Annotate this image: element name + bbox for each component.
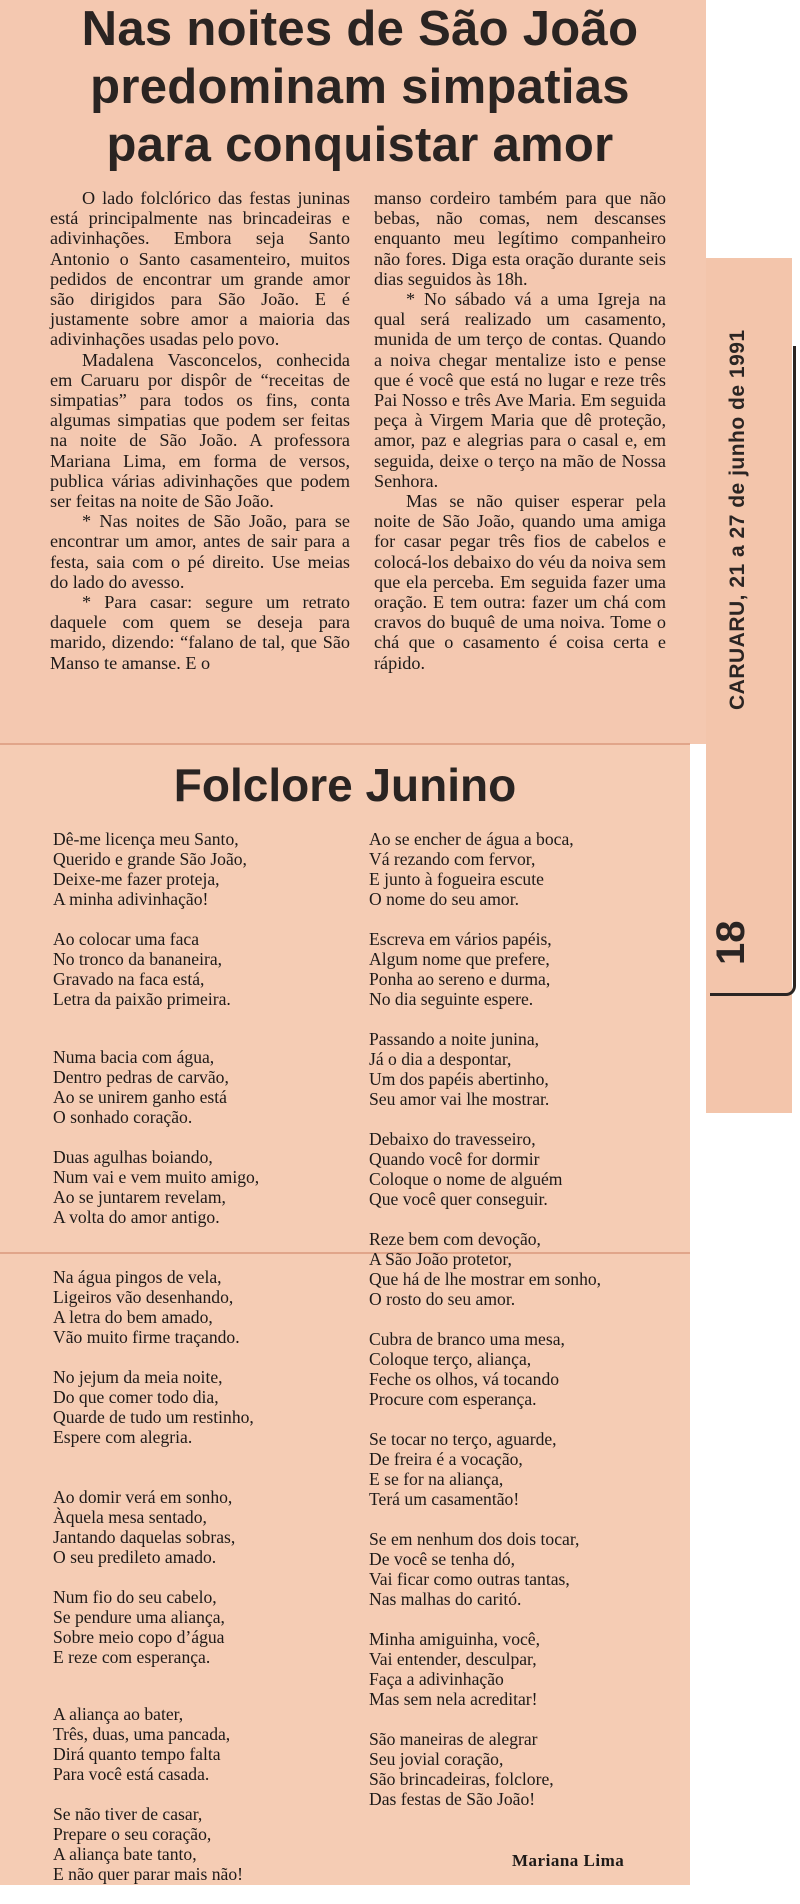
poem-line: Ao se unirem ganho está xyxy=(53,1087,227,1107)
poem-line: A aliança bate tanto, xyxy=(53,1844,197,1864)
poem-stanza xyxy=(369,929,601,1009)
poem-title: Folclore Junino xyxy=(173,759,517,811)
poem-line: Ao colocar uma faca xyxy=(53,929,200,949)
dateline-text: CARUARU, 21 a 27 de junho de 1991 xyxy=(726,329,749,710)
headline-line: predominam simpatias xyxy=(90,60,630,114)
poem-line: Nas malhas do caritó. xyxy=(369,1589,522,1609)
poem-line: Vai ficar como outras tantas, xyxy=(369,1569,570,1589)
poem-line: Quando você for dormir xyxy=(369,1149,540,1169)
poem-line: O rosto do seu amor. xyxy=(369,1289,516,1309)
poem-line: E reze com esperança. xyxy=(53,1647,211,1667)
poem-line: A aliança ao bater, xyxy=(53,1704,184,1724)
article-column-1 xyxy=(50,188,350,673)
poem-author: Mariana Lima xyxy=(512,1851,625,1870)
poem-line: Dê-me licença meu Santo, xyxy=(53,829,239,849)
article-paragraph: manso cordeiro também para que não bebas, não comas, nem descanses enquanto meu legítimo companheiro não fores. Diga esta oração durante seis dias seguidos às 18h. xyxy=(374,188,666,289)
poem-line: Reze bem com devoção, xyxy=(369,1229,541,1249)
poem-line: Se tocar no terço, aguarde, xyxy=(369,1429,557,1449)
poem-line: Espere com alegria. xyxy=(53,1427,193,1447)
poem-stanza xyxy=(53,1147,259,1227)
poem-line: Sobre meio copo d’água xyxy=(53,1627,225,1647)
poem-stanza xyxy=(369,1029,601,1109)
poem-stanza xyxy=(53,1804,259,1884)
poem-stanza xyxy=(369,1729,601,1809)
poem-stanza xyxy=(369,829,601,909)
poem-line: Ponha ao sereno e durma, xyxy=(369,969,551,989)
poem-stanza xyxy=(369,1529,601,1609)
poem-stanza xyxy=(53,829,259,909)
poem-line: O sonhado coração. xyxy=(53,1107,193,1127)
poem-line: E junto à fogueira escute xyxy=(369,869,544,889)
poem-line: Um dos papéis abertinho, xyxy=(369,1069,549,1089)
article-headline xyxy=(40,0,680,174)
poem-column-2 xyxy=(369,829,601,1829)
poem-stanza xyxy=(53,1487,259,1567)
poem-line: Que você quer conseguir. xyxy=(369,1189,548,1209)
poem-line: São maneiras de alegrar xyxy=(369,1729,538,1749)
poem-line: E não quer parar mais não! xyxy=(53,1864,244,1884)
poem-line: Prepare o seu coração, xyxy=(53,1824,212,1844)
poem-stanza xyxy=(53,1367,259,1447)
article-column-2 xyxy=(374,188,666,673)
poem-line: Coloque terço, aliança, xyxy=(369,1349,532,1369)
poem-stanza xyxy=(369,1329,601,1409)
article-paragraph: * Para casar: segure um retrato daquele com quem se deseja para marido, dizendo: “falano de tal, que São Manso te amanse. E o xyxy=(50,592,350,673)
poem-line: No jejum da meia noite, xyxy=(53,1367,223,1387)
poem-line: Dirá quanto tempo falta xyxy=(53,1744,221,1764)
poem-line: Do que comer todo dia, xyxy=(53,1387,219,1407)
poem-stanza xyxy=(369,1129,601,1209)
poem-line: Jantando daquelas sobras, xyxy=(53,1527,236,1547)
poem-line: Àquela mesa sentado, xyxy=(53,1507,207,1527)
poem-line: Coloque o nome de alguém xyxy=(369,1169,563,1189)
poem-line: Faça a adivinhação xyxy=(369,1669,504,1689)
poem-stanza xyxy=(369,1629,601,1709)
article-paragraph: * Nas noites de São João, para se encontrar um amor, antes de sair para a festa, saia com o pé direito. Use meias do lado do avesso. xyxy=(50,511,350,592)
poem-line: Passando a noite junina, xyxy=(369,1029,540,1049)
poem-line: De você se tenha dó, xyxy=(369,1549,516,1569)
article-paragraph: Mas se não quiser esperar pela noite de São João, quando uma amiga for casar pegar três fios de cabelos e colocá-los debaixo do véu da noiva sem que ela perceba. Em seguida fazer uma oração. E tem outra: fazer um chá com cravos do buquê de uma noiva. Tome o chá que o casamento é coisa certa e rápido. xyxy=(374,491,666,673)
poem-line: O seu predileto amado. xyxy=(53,1547,217,1567)
poem-column-1 xyxy=(53,829,259,1904)
poem-line: E se for na aliança, xyxy=(369,1469,504,1489)
poem-line: Quarde de tudo um restinho, xyxy=(53,1407,254,1427)
poem-line: Se não tiver de casar, xyxy=(53,1804,203,1824)
poem-line: Dentro pedras de carvão, xyxy=(53,1067,229,1087)
poem-line: Num vai e vem muito amigo, xyxy=(53,1167,260,1187)
poem-line: Ao domir verá em sonho, xyxy=(53,1487,233,1507)
poem-line: Feche os olhos, vá tocando xyxy=(369,1369,560,1389)
poem-line: Ao se juntarem revelam, xyxy=(53,1187,226,1207)
poem-line: A São João protetor, xyxy=(369,1249,512,1269)
headline-line: Nas noites de São João xyxy=(81,2,639,56)
poem-line: Se em nenhum dos dois tocar, xyxy=(369,1529,580,1549)
poem-line: De freira é a vocação, xyxy=(369,1449,523,1469)
poem-line: Que há de lhe mostrar em sonho, xyxy=(369,1269,602,1289)
poem-line: Minha amiguinha, você, xyxy=(369,1629,541,1649)
poem-line: No tronco da bananeira, xyxy=(53,949,223,969)
poem-line: Deixe-me fazer proteja, xyxy=(53,869,220,889)
poem-stanza xyxy=(369,1229,601,1309)
poem-line: Seu jovial coração, xyxy=(369,1749,504,1769)
poem-line: Mas sem nela acreditar! xyxy=(369,1689,538,1709)
page-number: 18 xyxy=(709,920,753,965)
article-paragraph: * No sábado vá a uma Igreja na qual será realizado um casamento, munida de um terço de contas. Quando a noiva chegar mentalize isto e pense que é você que está no lugar e reze três Pai Nosso e três Ave Maria. Em seguida peça à Virgem Maria que dê proteção, amor, paz e alegrias para o casal e, em seguida, deixe o terço na mão de Nossa Senhora. xyxy=(374,289,666,491)
poem-stanza xyxy=(53,1047,259,1127)
poem-stanza xyxy=(53,929,259,1009)
poem-line: Vá rezando com fervor, xyxy=(369,849,536,869)
fold-line xyxy=(0,743,690,745)
poem-stanza xyxy=(53,1587,259,1667)
article-paragraph: O lado folclórico das festas juninas está principalmente nas brincadeiras e adivinhações. Embora seja Santo Antonio o Santo casamenteiro, muitos pedidos de encontrar um grande amor são dirigidos para São João. E é justamente sobre amor a maioria das adivinhações usadas pelo povo. xyxy=(50,188,350,350)
poem-line: Para você está casada. xyxy=(53,1764,210,1784)
poem-line: Vai entender, desculpar, xyxy=(369,1649,537,1669)
poem-line: No dia seguinte espere. xyxy=(369,989,534,1009)
poem-line: Debaixo do travesseiro, xyxy=(369,1129,536,1149)
poem-line: Terá um casamentão! xyxy=(369,1489,520,1509)
poem-line: Num fio do seu cabelo, xyxy=(53,1587,217,1607)
poem-line: Ligeiros vão desenhando, xyxy=(53,1287,234,1307)
poem-stanza xyxy=(53,1267,259,1347)
poem-line: Das festas de São João! xyxy=(369,1789,536,1809)
poem-line: Escreva em vários papéis, xyxy=(369,929,552,949)
poem-line: Algum nome que prefere, xyxy=(369,949,550,969)
poem-line: Ao se encher de água a boca, xyxy=(369,829,574,849)
headline-line: para conquistar amor xyxy=(106,118,614,172)
poem-line: Duas agulhas boiando, xyxy=(53,1147,213,1167)
poem-line: Letra da paixão primeira. xyxy=(53,989,231,1009)
poem-line: O nome do seu amor. xyxy=(369,889,520,909)
poem-line: Numa bacia com água, xyxy=(53,1047,215,1067)
poem-line: A letra do bem amado, xyxy=(53,1307,213,1327)
poem-line: A minha adivinhação! xyxy=(53,889,209,909)
poem-stanza xyxy=(53,1704,259,1784)
poem-line: Gravado na faca está, xyxy=(53,969,205,989)
poem-line: Seu amor vai lhe mostrar. xyxy=(369,1089,550,1109)
poem-line: São brincadeiras, folclore, xyxy=(369,1769,554,1789)
poem-line: Três, duas, uma pancada, xyxy=(53,1724,231,1744)
poem-line: A volta do amor antigo. xyxy=(53,1207,220,1227)
poem-line: Procure com esperança. xyxy=(369,1389,537,1409)
article-paragraph: Madalena Vasconcelos, conhecida em Caruaru por dispôr de “receitas de simpatias” para todos os fins, conta algumas simpatias que podem ser feitas na noite de São João. A professora Mariana Lima, em forma de versos, publica várias adivinhações que podem ser feitas na noite de São João. xyxy=(50,349,350,512)
poem-line: Se pendure uma aliança, xyxy=(53,1607,225,1627)
poem-line: Na água pingos de vela, xyxy=(53,1267,222,1287)
poem-line: Já o dia a despontar, xyxy=(369,1049,512,1069)
poem-line: Querido e grande São João, xyxy=(53,849,247,869)
poem-line: Vão muito firme traçando. xyxy=(53,1327,240,1347)
poem-line: Cubra de branco uma mesa, xyxy=(369,1329,565,1349)
poem-stanza xyxy=(369,1429,601,1509)
